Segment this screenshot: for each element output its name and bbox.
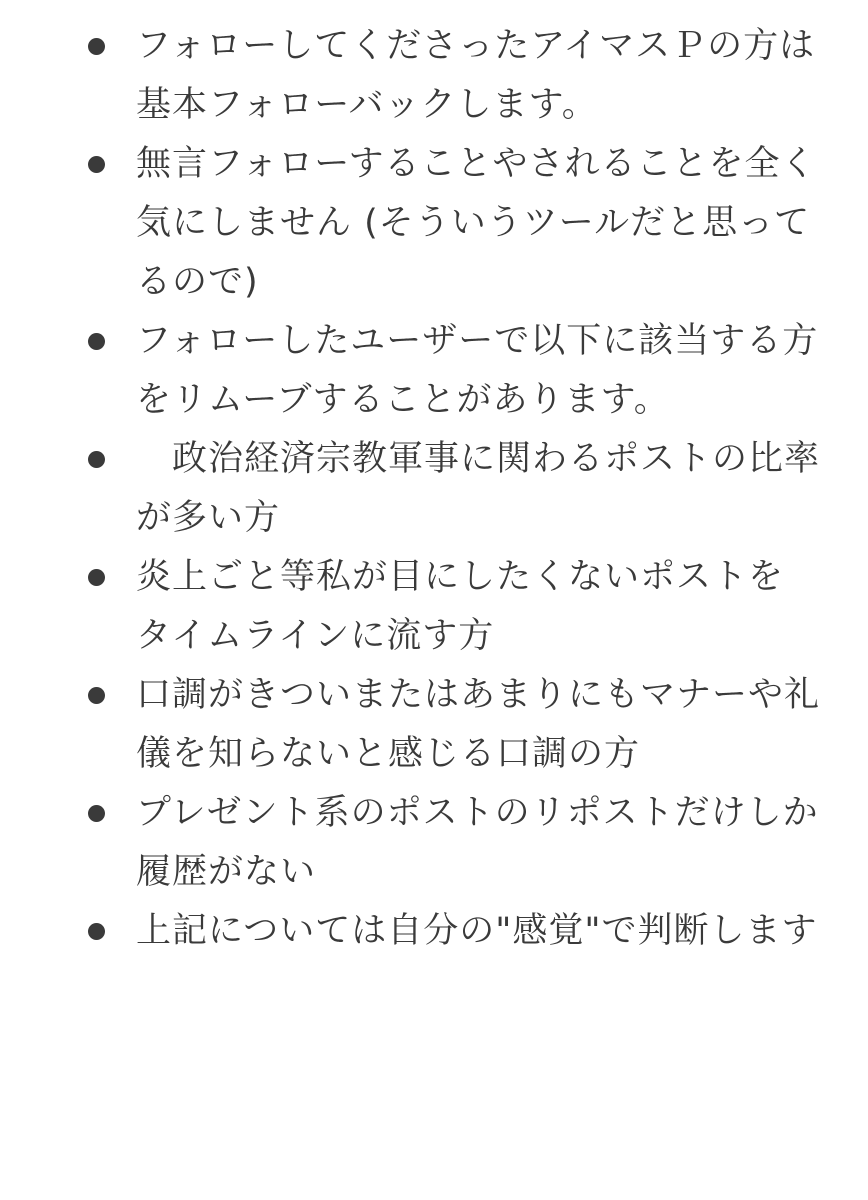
list-item-text: フォローしたユーザーで以下に該当する方をリムーブすることがあります。 [136, 321, 819, 420]
list-item [136, 784, 820, 902]
list-item [136, 548, 820, 666]
list-item [136, 17, 820, 135]
bullet-icon [88, 333, 105, 350]
list-item-text: 政治経済宗教軍事に関わるポストの比率が多い方 [136, 439, 821, 538]
list-item [136, 902, 820, 961]
bullet-icon [88, 923, 105, 940]
follow-policy-list [0, 17, 868, 961]
list-item [136, 666, 820, 784]
list-item [136, 430, 820, 548]
bullet-icon [88, 687, 105, 704]
list-item-text: 無言フォローすることやされることを全く気にしません (そういうツールだと思ってるので) [136, 144, 817, 302]
list-item-text: 口調がきついまたはあまりにもマナーや礼儀を知らないと感じる口調の方 [136, 675, 821, 774]
list-item-text: フォローしてくださったアイマスＰの方は基本フォローバックします。 [136, 26, 816, 125]
bullet-icon [88, 38, 105, 55]
list-item-text: プレゼント系のポストのリポストだけしか履歴がない [136, 793, 819, 892]
list-item-text: 炎上ごと等私が目にしたくないポストをタイムラインに流す方 [136, 557, 785, 656]
list-item [136, 135, 820, 312]
list-item [136, 312, 820, 430]
bullet-icon [88, 156, 105, 173]
bullet-icon [88, 569, 105, 586]
list-item-text: 上記については自分の"感覚"で判断します [136, 911, 818, 951]
bullet-icon [88, 451, 105, 468]
bullet-icon [88, 805, 105, 822]
